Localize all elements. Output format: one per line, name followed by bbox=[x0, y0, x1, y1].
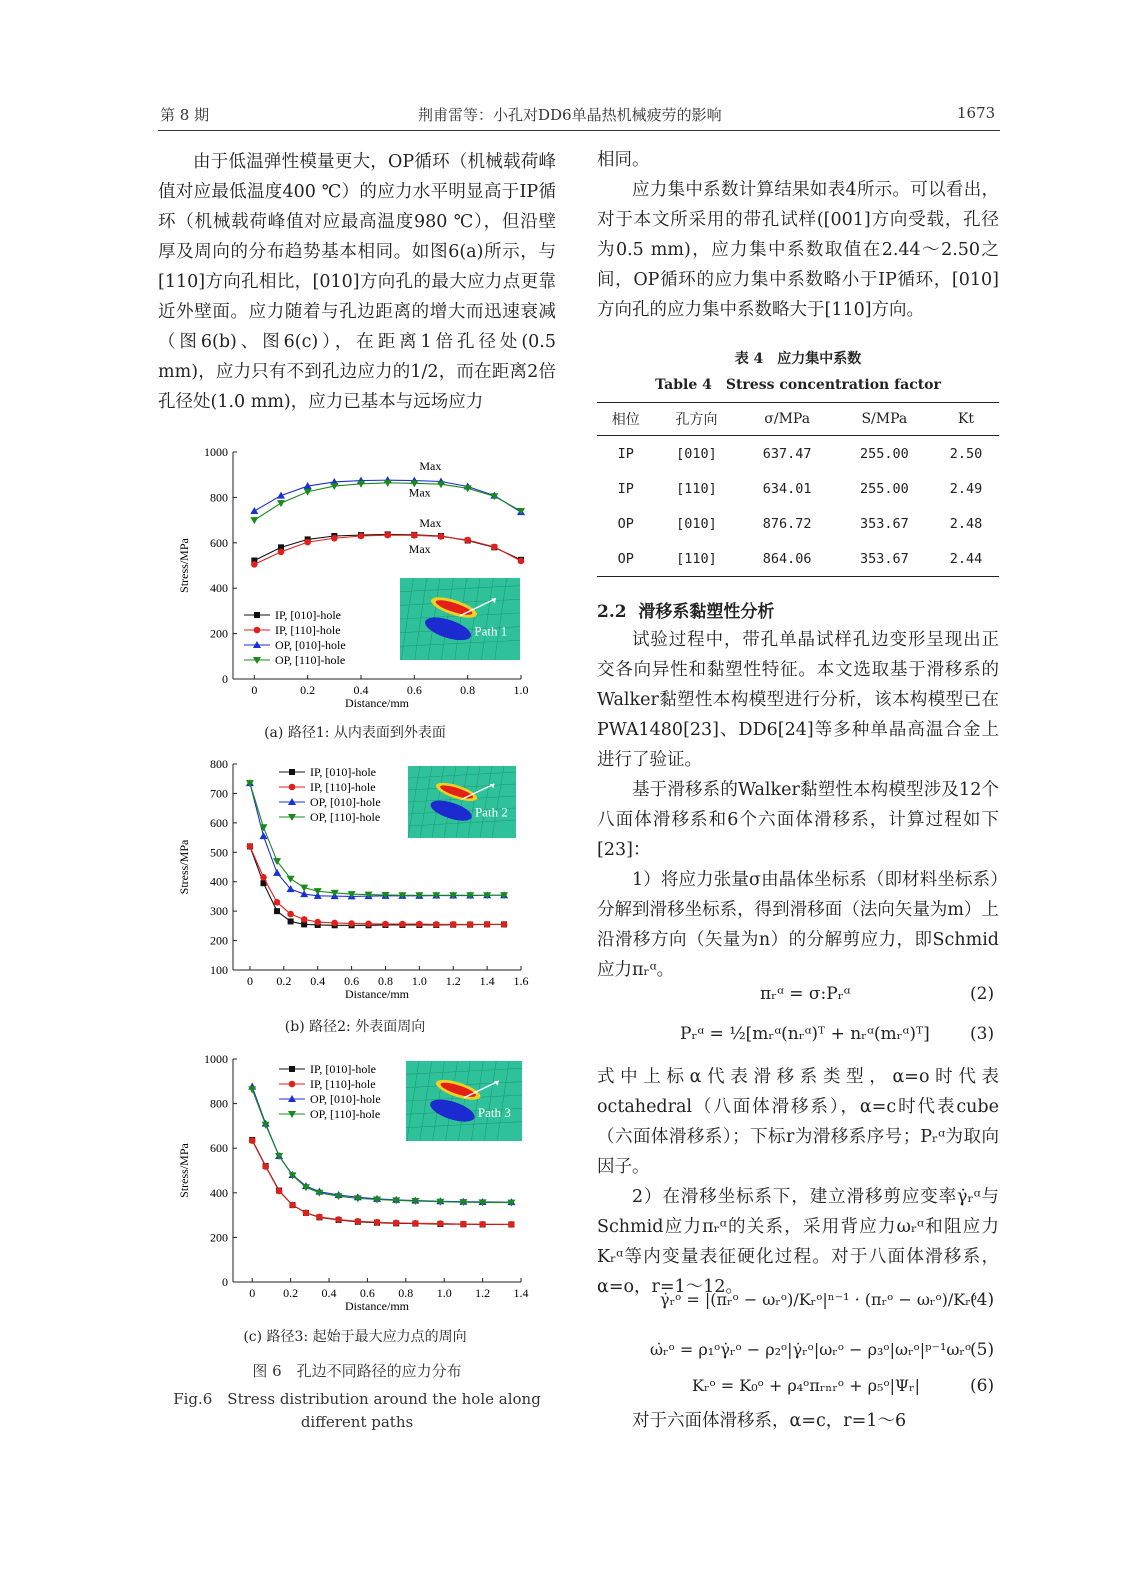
data-point bbox=[277, 500, 285, 507]
legend-entry: IP, [010]-hole bbox=[310, 765, 376, 779]
data-point bbox=[314, 919, 321, 926]
legend bbox=[279, 765, 381, 824]
data-point bbox=[278, 549, 285, 556]
data-point bbox=[254, 612, 260, 618]
data-point bbox=[249, 1137, 256, 1144]
data-point bbox=[247, 843, 254, 850]
data-point bbox=[399, 921, 406, 928]
series-line bbox=[254, 483, 521, 520]
fe-contour-inset bbox=[400, 578, 520, 660]
legend bbox=[279, 1062, 381, 1121]
y-tick-label: 600 bbox=[210, 815, 228, 830]
data-point bbox=[358, 533, 365, 540]
inset-background bbox=[400, 578, 520, 660]
table-header: 相位 bbox=[597, 403, 654, 436]
table-cell: 2.49 bbox=[949, 480, 983, 497]
equation-6-number: (6) bbox=[970, 1376, 995, 1396]
right-paragraph-2: 试验过程中，带孔单晶试样孔边变形呈现出正交各向异性和黏塑性特征。本文选取基于滑移系的Walker黏塑性本构模型进行分析，该本构模型已在PWA1480[23]、DD6[24]等多种单晶高温合金上进行了验证。 bbox=[597, 630, 999, 770]
equation-6: Kᵣᵒ = K₀ᵒ + ρ₄ᵒπᵣₙᵣᵒ + ρ₅ᵒ|Ψᵣ| bbox=[692, 1376, 920, 1395]
legend-entry: OP, [010]-hole bbox=[310, 795, 381, 809]
table-row bbox=[597, 506, 999, 541]
series-1 bbox=[249, 1137, 515, 1227]
section-title: 滑移系黏塑性分析 bbox=[638, 602, 775, 622]
data-point bbox=[467, 921, 474, 928]
x-tick-label: 0.8 bbox=[377, 974, 393, 988]
equation-4: γ̇ᵣᵒ = |(πᵣᵒ − ωᵣᵒ)/Kᵣᵒ|ⁿ⁻¹ · (πᵣᵒ − ωᵣᵒ)/Kᵣᵒ bbox=[660, 1290, 977, 1309]
x-tick-label: 0.8 bbox=[460, 683, 476, 697]
path-label: Path 2 bbox=[474, 804, 508, 820]
data-point bbox=[276, 1188, 283, 1195]
y-tick-label: 700 bbox=[210, 786, 228, 801]
table-header: S/MPa bbox=[836, 403, 933, 436]
stress-chart-path2 bbox=[170, 752, 540, 1014]
equation-2-number: (2) bbox=[970, 984, 995, 1004]
max-label: Max bbox=[419, 515, 442, 530]
equation-5: ω̇ᵣᵒ = ρ₁ᵒγ̇ᵣᵒ − ρ₂ᵒ|γ̇ᵣᵒ|ωᵣᵒ − ρ₃ᵒ|ωᵣᵒ|ᵖ⁻¹ωᵣᵒ bbox=[650, 1340, 972, 1359]
stress-concentration-table bbox=[597, 402, 999, 577]
max-label: Max bbox=[408, 542, 431, 557]
y-tick-label: 400 bbox=[210, 874, 228, 889]
table-row bbox=[597, 471, 999, 506]
x-tick-label: 0.6 bbox=[344, 974, 360, 988]
figure-caption-cn: 图 6 孔边不同路径的应力分布 bbox=[252, 1362, 462, 1380]
data-point bbox=[411, 532, 418, 539]
data-point bbox=[501, 921, 508, 928]
table-cell: 255.00 bbox=[859, 445, 909, 462]
path-label: Path 1 bbox=[474, 623, 508, 639]
data-point bbox=[288, 918, 294, 924]
series-3 bbox=[250, 480, 525, 524]
data-point bbox=[331, 920, 338, 927]
data-point bbox=[304, 489, 312, 496]
x-tick-label: 0.2 bbox=[300, 683, 316, 697]
data-point bbox=[273, 869, 281, 876]
table-cell: [110] bbox=[676, 480, 717, 497]
data-point bbox=[412, 1220, 419, 1227]
data-point bbox=[260, 874, 267, 881]
series-1 bbox=[247, 843, 508, 928]
max-label: Max bbox=[419, 459, 442, 474]
x-tick-label: 1.6 bbox=[513, 974, 529, 988]
x-tick-label: 0.8 bbox=[398, 1286, 414, 1300]
y-tick-label: 800 bbox=[210, 1096, 228, 1111]
equation-4-number: (4) bbox=[970, 1290, 995, 1310]
data-point bbox=[289, 1066, 295, 1072]
table-header: 孔方向 bbox=[654, 403, 738, 436]
y-tick-label: 200 bbox=[210, 1230, 228, 1245]
running-title: 荆甫雷等：小孔对DD6单晶热机械疲劳的影响 bbox=[418, 106, 722, 124]
data-point bbox=[250, 517, 258, 524]
y-tick-label: 400 bbox=[210, 581, 228, 596]
right-paragraph-0: 相同。 bbox=[597, 150, 650, 170]
series-1 bbox=[251, 532, 524, 568]
x-tick-label: 0.2 bbox=[276, 974, 292, 988]
section-number: 2.2 bbox=[597, 602, 627, 622]
header-rule bbox=[158, 130, 1000, 131]
data-point bbox=[259, 824, 267, 831]
data-point bbox=[374, 1219, 381, 1226]
equation-3: Pᵣᵅ = ½[mᵣᵅ(nᵣᵅ)ᵀ + nᵣᵅ(mᵣᵅ)ᵀ] bbox=[680, 1024, 930, 1044]
data-point bbox=[491, 544, 498, 551]
equation-2: πᵣᵅ = σ:Pᵣᵅ bbox=[760, 984, 851, 1004]
data-point bbox=[287, 876, 295, 883]
legend-entry: IP, [110]-hole bbox=[310, 780, 376, 794]
y-tick-label: 0 bbox=[222, 1275, 228, 1289]
data-point bbox=[384, 532, 391, 539]
data-point bbox=[460, 1221, 467, 1228]
data-point bbox=[331, 535, 338, 542]
subcaption-b: (b) 路径2: 外表面周向 bbox=[284, 1019, 426, 1035]
right-paragraph-top bbox=[597, 145, 999, 325]
data-point bbox=[518, 558, 525, 565]
data-point bbox=[416, 921, 423, 928]
y-axis-label: Stress/MPa bbox=[177, 1143, 191, 1198]
fe-contour-inset bbox=[408, 766, 516, 838]
x-tick-label: 0.2 bbox=[283, 1286, 299, 1300]
right-paragraph-4: 1）将应力张量σ由晶体坐标系（即材料坐标系）分解到滑移坐标系，得到滑移面（法向矢量为m）上沿滑移方向（矢量为n）的分解剪应力，即Schmid应力πᵣᵅ。 bbox=[597, 870, 999, 980]
x-tick-label: 1.0 bbox=[513, 683, 529, 697]
data-point bbox=[508, 1221, 515, 1228]
x-tick-label: 1.0 bbox=[436, 1286, 452, 1300]
x-tick-label: 0.4 bbox=[310, 974, 326, 988]
equation-3-number: (3) bbox=[970, 1024, 995, 1044]
data-point bbox=[251, 561, 258, 568]
data-point bbox=[464, 537, 471, 544]
data-point bbox=[433, 921, 440, 928]
x-axis-label: Distance/mm bbox=[345, 696, 409, 710]
table-cell: [010] bbox=[676, 445, 717, 462]
data-point bbox=[365, 920, 372, 927]
x-tick-label: 1.4 bbox=[479, 974, 495, 988]
series-0 bbox=[249, 1137, 514, 1228]
y-tick-label: 100 bbox=[210, 963, 228, 977]
legend-entry: IP, [010]-hole bbox=[275, 608, 341, 622]
right-paragraph-after3 bbox=[597, 1062, 999, 1302]
data-point bbox=[393, 1220, 400, 1227]
x-tick-label: 0.4 bbox=[321, 1286, 337, 1300]
table-cell: OP bbox=[617, 515, 634, 532]
x-tick-label: 1.4 bbox=[513, 1286, 529, 1300]
legend bbox=[244, 608, 346, 667]
series-line bbox=[252, 1140, 511, 1225]
y-tick-label: 500 bbox=[210, 845, 228, 860]
y-tick-label: 400 bbox=[210, 1185, 228, 1200]
x-axis-label: Distance/mm bbox=[345, 987, 409, 1001]
table-cell: IP bbox=[617, 480, 634, 497]
right-paragraph-7: 对于六面体滑移系，α=c，r=1～6 bbox=[632, 1411, 907, 1431]
table-cell: 353.67 bbox=[836, 541, 933, 577]
right-paragraph-mid bbox=[597, 625, 999, 985]
section-heading bbox=[597, 597, 774, 622]
legend-entry: OP, [110]-hole bbox=[310, 810, 381, 824]
x-tick-label: 0.4 bbox=[353, 683, 369, 697]
x-tick-label: 0 bbox=[249, 1286, 256, 1300]
table-cell: [010] bbox=[676, 515, 717, 532]
data-point bbox=[250, 507, 258, 514]
table-cell: 637.47 bbox=[762, 445, 812, 462]
y-tick-label: 200 bbox=[210, 626, 228, 641]
table-cell: 2.48 bbox=[949, 515, 983, 532]
subcaption-a: (a) 路径1: 从内表面到外表面 bbox=[264, 725, 446, 741]
y-tick-label: 600 bbox=[210, 535, 228, 550]
x-tick-label: 1.0 bbox=[411, 974, 427, 988]
legend-entry: OP, [110]-hole bbox=[310, 1107, 381, 1121]
right-paragraph-1: 应力集中系数计算结果如表4所示。可以看出，对于本文所采用的带孔试样([001]方向受载，孔径为0.5 mm)，应力集中系数取值在2.44～2.50之间，OP循环的应力集中系数略小于IP循环，[010]方向孔的应力集中系数略大于[110]方向。 bbox=[597, 180, 999, 320]
series-line bbox=[252, 1141, 511, 1225]
x-tick-label: 0 bbox=[251, 683, 258, 697]
left-paragraph bbox=[158, 147, 556, 417]
legend-entry: IP, [110]-hole bbox=[310, 1077, 376, 1091]
left-paragraph-1: 由于低温弹性模量更大，OP循环（机械载荷峰值对应最低温度400 ℃）的应力水平明显高于IP循环（机械载荷峰值对应最高温度980 ℃），但沿壁厚及周向的分布趋势基本相同。如图6(a)所示，与[110]方向孔相比，[010]方向孔的最大应力点更靠近外壁面。应力随着与孔边距离的增大而迅速衰减（图6(b)、图6(c)），在距离1倍孔径处(0.5 mm)，应力只有不到孔边应力的1/2，而在距离2倍孔径处(1.0 mm)，应力已基本与远场应力 bbox=[158, 152, 556, 412]
data-point bbox=[348, 920, 355, 927]
table-cell: 2.44 bbox=[933, 541, 999, 577]
table-cell: 2.50 bbox=[949, 445, 983, 462]
data-point bbox=[248, 1086, 256, 1093]
data-point bbox=[355, 1218, 362, 1225]
data-point bbox=[437, 1220, 444, 1227]
stress-chart-path1 bbox=[170, 440, 540, 720]
legend-entry: OP, [010]-hole bbox=[275, 638, 346, 652]
y-tick-label: 800 bbox=[210, 757, 228, 771]
x-tick-label: 1.2 bbox=[475, 1286, 491, 1300]
stress-chart-path3 bbox=[170, 1045, 540, 1325]
figure-caption-en-2: different paths bbox=[300, 1413, 414, 1431]
y-tick-label: 200 bbox=[210, 933, 228, 948]
data-point bbox=[316, 1214, 323, 1221]
data-point bbox=[438, 533, 445, 540]
y-tick-label: 800 bbox=[210, 490, 228, 505]
legend-entry: IP, [010]-hole bbox=[310, 1062, 376, 1076]
table-cell: 353.67 bbox=[859, 515, 909, 532]
table-header: σ/MPa bbox=[739, 403, 836, 436]
legend-entry: OP, [010]-hole bbox=[310, 1092, 381, 1106]
data-point bbox=[303, 1210, 310, 1217]
data-point bbox=[335, 1216, 342, 1223]
series-line bbox=[254, 535, 521, 564]
data-point bbox=[289, 1081, 296, 1088]
data-point bbox=[254, 627, 261, 634]
y-tick-label: 1000 bbox=[204, 1052, 228, 1066]
table-caption-en: Table 4 Stress concentration factor bbox=[655, 377, 941, 393]
data-point bbox=[450, 921, 457, 928]
right-paragraph-6: 2）在滑移坐标系下，建立滑移剪应变率γ̇ᵣᵅ与Schmid应力πᵣᵅ的关系，采用背应力ωᵣᵅ和阻应力Kᵣᵅ等内变量表征硬化过程。对于八面体滑移系，α=o，r=1～12。 bbox=[597, 1187, 999, 1297]
legend-entry: OP, [110]-hole bbox=[275, 653, 346, 667]
data-point bbox=[262, 1163, 269, 1170]
table-row bbox=[597, 436, 999, 472]
right-paragraph-end bbox=[597, 1406, 999, 1436]
table-cell: 876.72 bbox=[762, 515, 812, 532]
data-point bbox=[289, 769, 295, 775]
x-tick-label: 1.2 bbox=[445, 974, 461, 988]
y-tick-label: 1000 bbox=[204, 445, 228, 459]
y-tick-label: 0 bbox=[222, 672, 228, 686]
table-cell: IP bbox=[617, 445, 634, 462]
table-cell: OP bbox=[597, 541, 654, 577]
data-point bbox=[274, 908, 280, 914]
x-tick-label: 0.6 bbox=[406, 683, 422, 697]
data-point bbox=[289, 784, 296, 791]
subcaption-c: (c) 路径3: 起始于最大应力点的周向 bbox=[243, 1329, 467, 1345]
y-tick-label: 300 bbox=[210, 904, 228, 919]
page-number: 1673 bbox=[957, 104, 996, 122]
table-caption-cn: 表 4 应力集中系数 bbox=[734, 351, 862, 367]
table-header-row bbox=[597, 403, 999, 436]
data-point bbox=[287, 911, 294, 918]
figure-caption-en-1: Fig.6 Stress distribution around the hole along bbox=[173, 1390, 541, 1408]
table-cell: 634.01 bbox=[762, 480, 812, 497]
max-label: Max bbox=[408, 485, 431, 500]
path-label: Path 3 bbox=[477, 1105, 511, 1120]
table-cell: 864.06 bbox=[739, 541, 836, 577]
data-point bbox=[484, 921, 491, 928]
data-point bbox=[301, 916, 308, 923]
equation-5-number: (5) bbox=[970, 1340, 995, 1360]
right-paragraph-5: 式中上标α代表滑移系类型，α=o时代表octahedral（八面体滑移系），α=c时代表cube（六面体滑移系）；下标r为滑移系序号；Pᵣᵅ为取向因子。 bbox=[597, 1067, 999, 1177]
data-point bbox=[479, 1221, 486, 1228]
data-point bbox=[274, 899, 281, 906]
fe-contour-inset bbox=[406, 1061, 522, 1141]
series-0 bbox=[247, 843, 507, 928]
y-tick-label: 600 bbox=[210, 1141, 228, 1156]
data-point bbox=[304, 539, 311, 546]
y-axis-label: Stress/MPa bbox=[177, 839, 191, 895]
journal-issue: 第 8 期 bbox=[160, 106, 210, 124]
x-tick-label: 0.6 bbox=[359, 1286, 375, 1300]
legend-entry: IP, [110]-hole bbox=[275, 623, 341, 637]
data-point bbox=[382, 921, 389, 928]
y-axis-label: Stress/MPa bbox=[177, 538, 191, 593]
data-point bbox=[289, 1202, 296, 1209]
table-cell: 255.00 bbox=[859, 480, 909, 497]
table-row bbox=[597, 541, 999, 577]
table-cell: [110] bbox=[654, 541, 738, 577]
inset-background bbox=[406, 1061, 522, 1141]
x-tick-label: 0 bbox=[246, 974, 253, 988]
x-axis-label: Distance/mm bbox=[345, 1299, 409, 1313]
table-header: Kt bbox=[933, 403, 999, 436]
right-paragraph-3: 基于滑移系的Walker黏塑性本构模型涉及12个八面体滑移系和6个六面体滑移系，计算过程如下[23]： bbox=[597, 780, 999, 860]
